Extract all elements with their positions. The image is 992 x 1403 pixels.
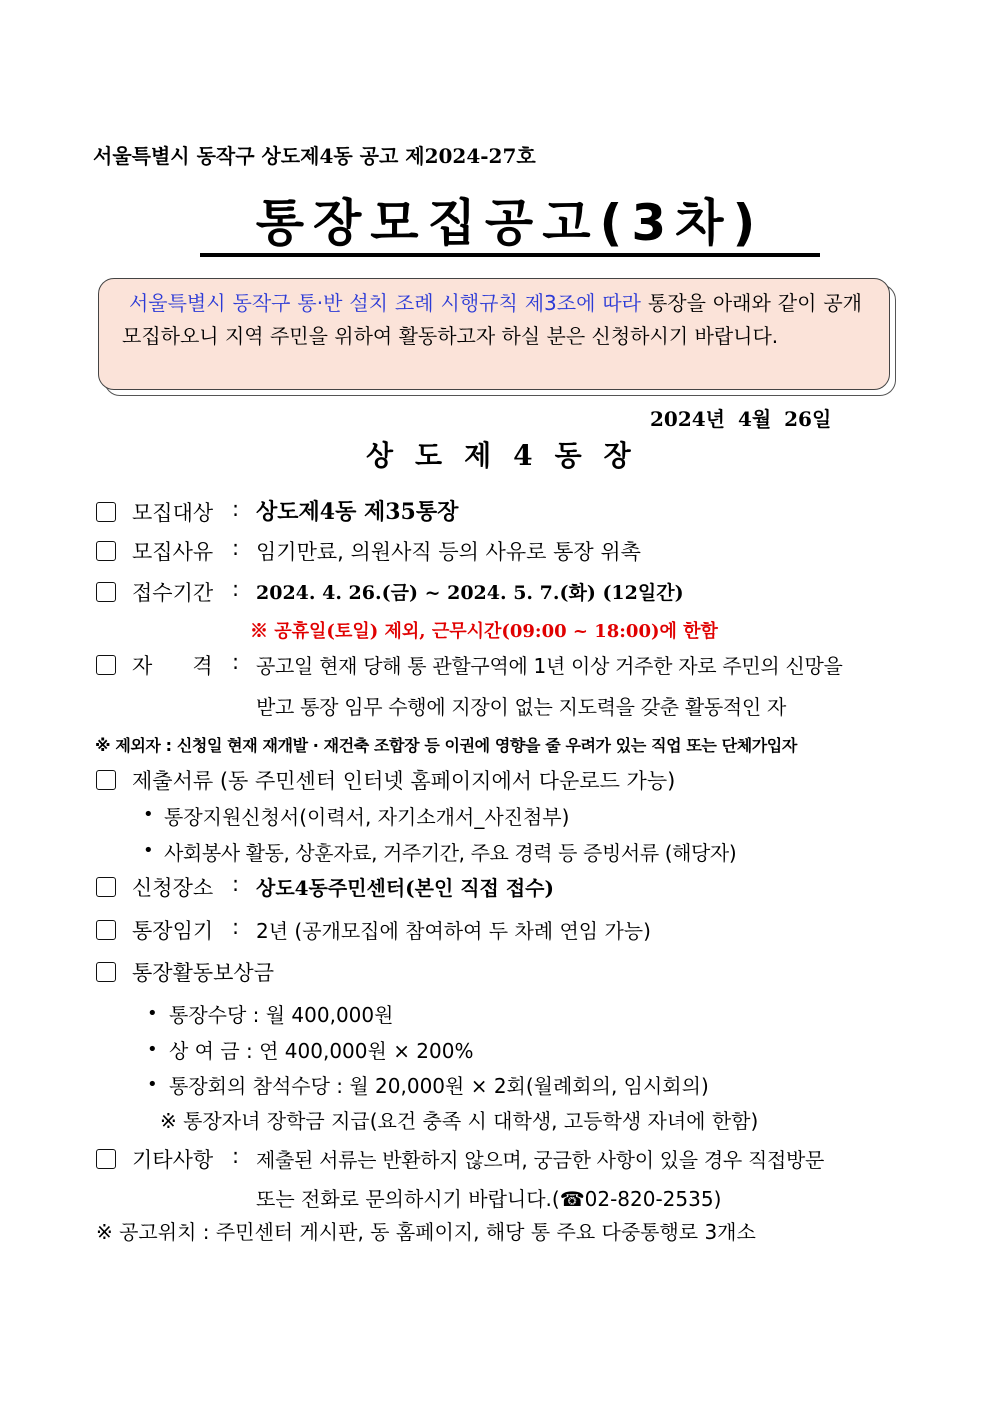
exclusion-note: ※ 제외자 : 신청일 현재 재개발 · 재건축 조합장 등 이권에 영향을 줄 우려가 있는 직업 또는 단체가입자 [95,736,797,755]
checkbox-icon [96,877,116,897]
documents-bullet-2: 사회봉사 활동, 상훈자료, 거주기간, 주요 경력 등 증빙서류 (해당자) [164,841,737,865]
period-note: ※ 공휴일(토일) 제외, 근무시간(09:00 ~ 18:00)에 한함 [250,621,718,642]
checkbox-icon [96,541,116,561]
etc-label: 기타사항 [132,1148,214,1172]
checkbox-icon [96,770,116,790]
checkbox-icon [96,962,116,982]
checkbox-icon [96,502,116,522]
bullet-icon: • [143,804,154,825]
compensation-bullet-2: 상 여 금 : 연 400,000원 × 200% [169,1039,474,1063]
issuer: 상도제4동장 [366,439,653,472]
announcement-number: 서울특별시 동작구 상도제4동 공고 제2024-27호 [93,144,536,168]
colon: : [232,577,240,601]
place-value: 상도4동주민센터(본인 직접 접수) [256,876,554,900]
title-underline [200,253,820,257]
notice-text [122,287,862,353]
notice-rest-text: 통장을 아래와 같이 공개모집하오니 지역 주민을 위하여 활동하고자 하실 분은 신청하시기 바랍니다. [122,291,862,348]
notice-date: 2024년 4월 26일 [650,407,832,431]
page-title: 통장모집공고(3차) [255,194,765,252]
term-value: 2년 (공개모집에 참여하여 두 차례 연임 가능) [256,919,651,943]
term-label: 통장임기 [132,919,214,943]
compensation-bullet-1: 통장수당 : 월 400,000원 [169,1003,394,1027]
bullet-icon: • [147,1039,158,1060]
colon: : [232,1144,240,1168]
period-label: 접수기간 [132,581,214,605]
reason-value: 임기만료, 의원사직 등의 사유로 통장 위촉 [256,540,641,564]
qualification-label: 자 격 [132,654,213,678]
colon: : [232,650,240,674]
checkbox-icon [96,1149,116,1169]
compensation-note: ※ 통장자녀 장학금 지급(요건 충족 시 대학생, 고등학생 자녀에 한함) [160,1109,759,1133]
checkbox-icon [96,582,116,602]
etc-line-2: 또는 전화로 문의하시기 바랍니다.(☎02-820-2535) [256,1187,722,1211]
compensation-label: 통장활동보상금 [132,961,275,985]
etc-line-1: 제출된 서류는 반환하지 않으며, 궁금한 사항이 있을 경우 직접방문 [256,1148,825,1172]
compensation-bullet-3: 통장회의 참석수당 : 월 20,000원 × 2회(월례회의, 임시회의) [169,1074,709,1098]
documents-label: 제출서류 (동 주민센터 인터넷 홈페이지에서 다운로드 가능) [132,769,676,793]
posting-location: ※ 공고위치 : 주민센터 게시판, 동 홈페이지, 해당 통 주요 다중통행로 3개소 [96,1220,756,1244]
colon: : [232,872,240,896]
bullet-icon: • [147,1074,158,1095]
period-value: 2024. 4. 26.(금) ~ 2024. 5. 7.(화) (12일간) [256,582,684,604]
bullet-icon: • [147,1003,158,1024]
notice-blue-text: 서울특별시 동작구 통·반 설치 조례 시행규칙 제3조에 따라 [128,291,642,315]
target-label: 모집대상 [132,501,214,525]
reason-label: 모집사유 [132,540,214,564]
colon: : [232,915,240,939]
checkbox-icon [96,920,116,940]
target-value: 상도제4동 제35통장 [256,499,459,525]
qualification-line-1: 공고일 현재 당해 통 관할구역에 1년 이상 거주한 자로 주민의 신망을 [256,654,843,678]
qualification-line-2: 받고 통장 임무 수행에 지장이 없는 지도력을 갖춘 활동적인 자 [256,695,787,719]
documents-bullet-1: 통장지원신청서(이력서, 자기소개서_사진첨부) [164,805,570,829]
checkbox-icon [96,655,116,675]
place-label: 신청장소 [132,876,214,900]
colon: : [232,536,240,560]
colon: : [232,497,240,521]
bullet-icon: • [143,840,154,861]
